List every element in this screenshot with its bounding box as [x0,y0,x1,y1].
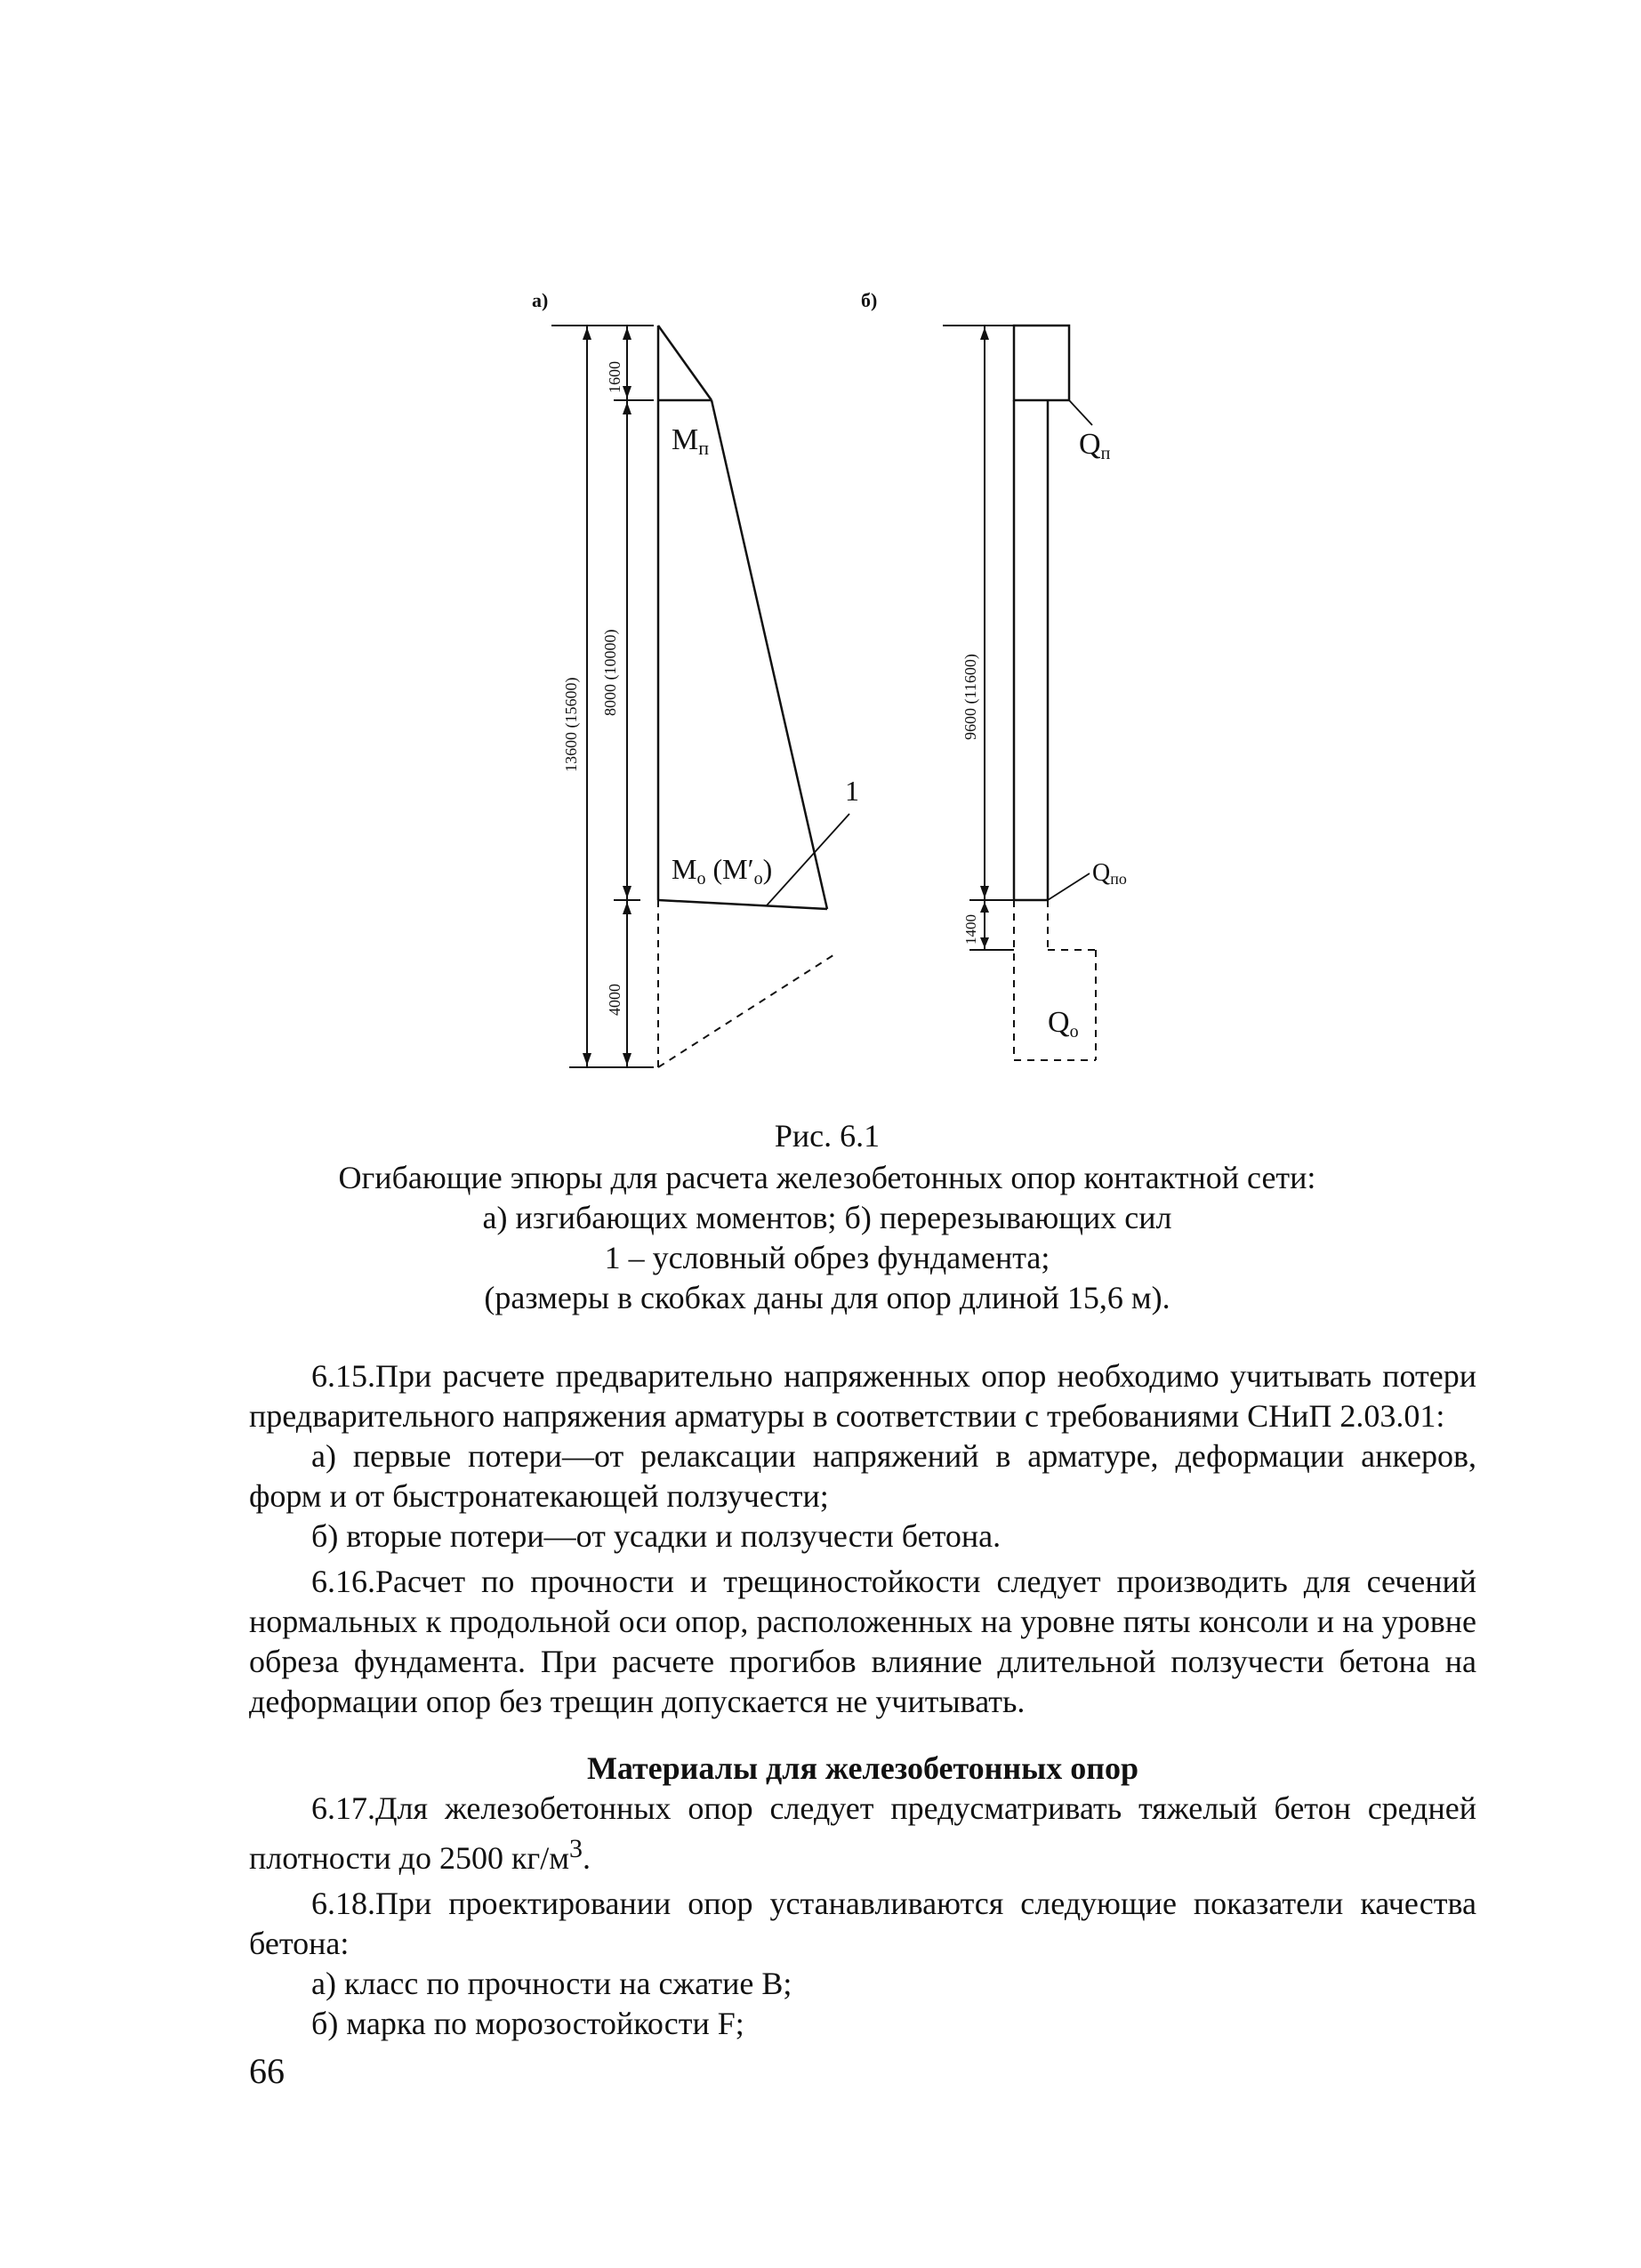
paragraph-6-18-b: б) марка по морозостойкости F; [311,2006,744,2041]
paragraph-6-15-a: а) первые потери—от релаксации напряжений в арматуре, деформации анкеров, форм и от быстронатекающей ползучести; [249,1438,1476,1514]
figure-caption [294,1116,1361,1318]
paragraph-6-15: 6.15.При расчете предварительно напряженных опор необходимо учитывать потери предварительного напряжения арматуры в соответствии с требованиями СНиП 2.03.01: [249,1358,1476,1434]
callout-1: 1 [845,775,859,807]
label-Mo: Mо (M′о) [672,853,773,889]
shear-diagram [1014,326,1092,900]
label-Qpo: Qпо [1092,859,1127,888]
paragraph-6-15-b: б) вторые потери—от усадки и ползучести бетона. [311,1518,1001,1554]
figure-number: Рис. 6.1 [774,1118,881,1154]
dim-8000: 8000 (10000) [601,629,619,716]
paragraph-6-17: 6.17.Для железобетонных опор следует предусматривать тяжелый бетон средней плотности до 2500 $кг/м^3$. [249,1790,1476,1876]
figure-6-1 [0,0,1641,1112]
paragraph-6-16: 6.16.Расчет по прочности и трещиностойкости следует производить для сечений нормальных к продольной оси опор, расположенных на уровне пяты консоли и на уровне обреза фундамента. При расчете прогибов влияние длительной ползучести бетона на деформации опор без трещин допускается не учитывать. [249,1564,1476,1719]
dim-13600: 13600 (15600) [562,677,580,772]
section-heading: Материалы для железобетонных опор [586,1750,1139,1786]
moment-shear-diagrams [0,0,1641,1112]
label-Qo: Qо [1048,1006,1079,1042]
caption-line-2: а) изгибающих моментов; б) перерезывающих сил [482,1200,1172,1235]
caption-line-4: (размеры в скобках даны для опор длиной 15,6 м). [484,1280,1170,1315]
dimension-lines-b [943,326,1014,950]
foundation-extension-a [658,900,836,1067]
dim-9600: 9600 (11600) [961,654,979,740]
label-Qp: Qп [1079,428,1111,463]
moment-diagram [658,326,849,909]
page-number: 66 [249,2051,285,2091]
dim-4000: 4000 [606,984,623,1016]
panel-a-label: а) [532,289,549,311]
dim-1600: 1600 [606,361,623,393]
body-text [249,1356,1476,2044]
caption-line-3: 1 – условный обрез фундамента; [604,1240,1050,1275]
caption-title: Огибающие эпюры для расчета железобетонных опор контактной сети: [338,1160,1316,1195]
dim-1400: 1400 [962,914,979,945]
panel-b-label: б) [861,289,878,311]
paragraph-6-18-a: а) класс по прочности на сжатие В; [311,1966,792,2001]
label-Mp: Mп [672,423,710,459]
paragraph-6-18: 6.18.При проектировании опор устанавливаются следующие показатели качества бетона: [249,1886,1476,1961]
